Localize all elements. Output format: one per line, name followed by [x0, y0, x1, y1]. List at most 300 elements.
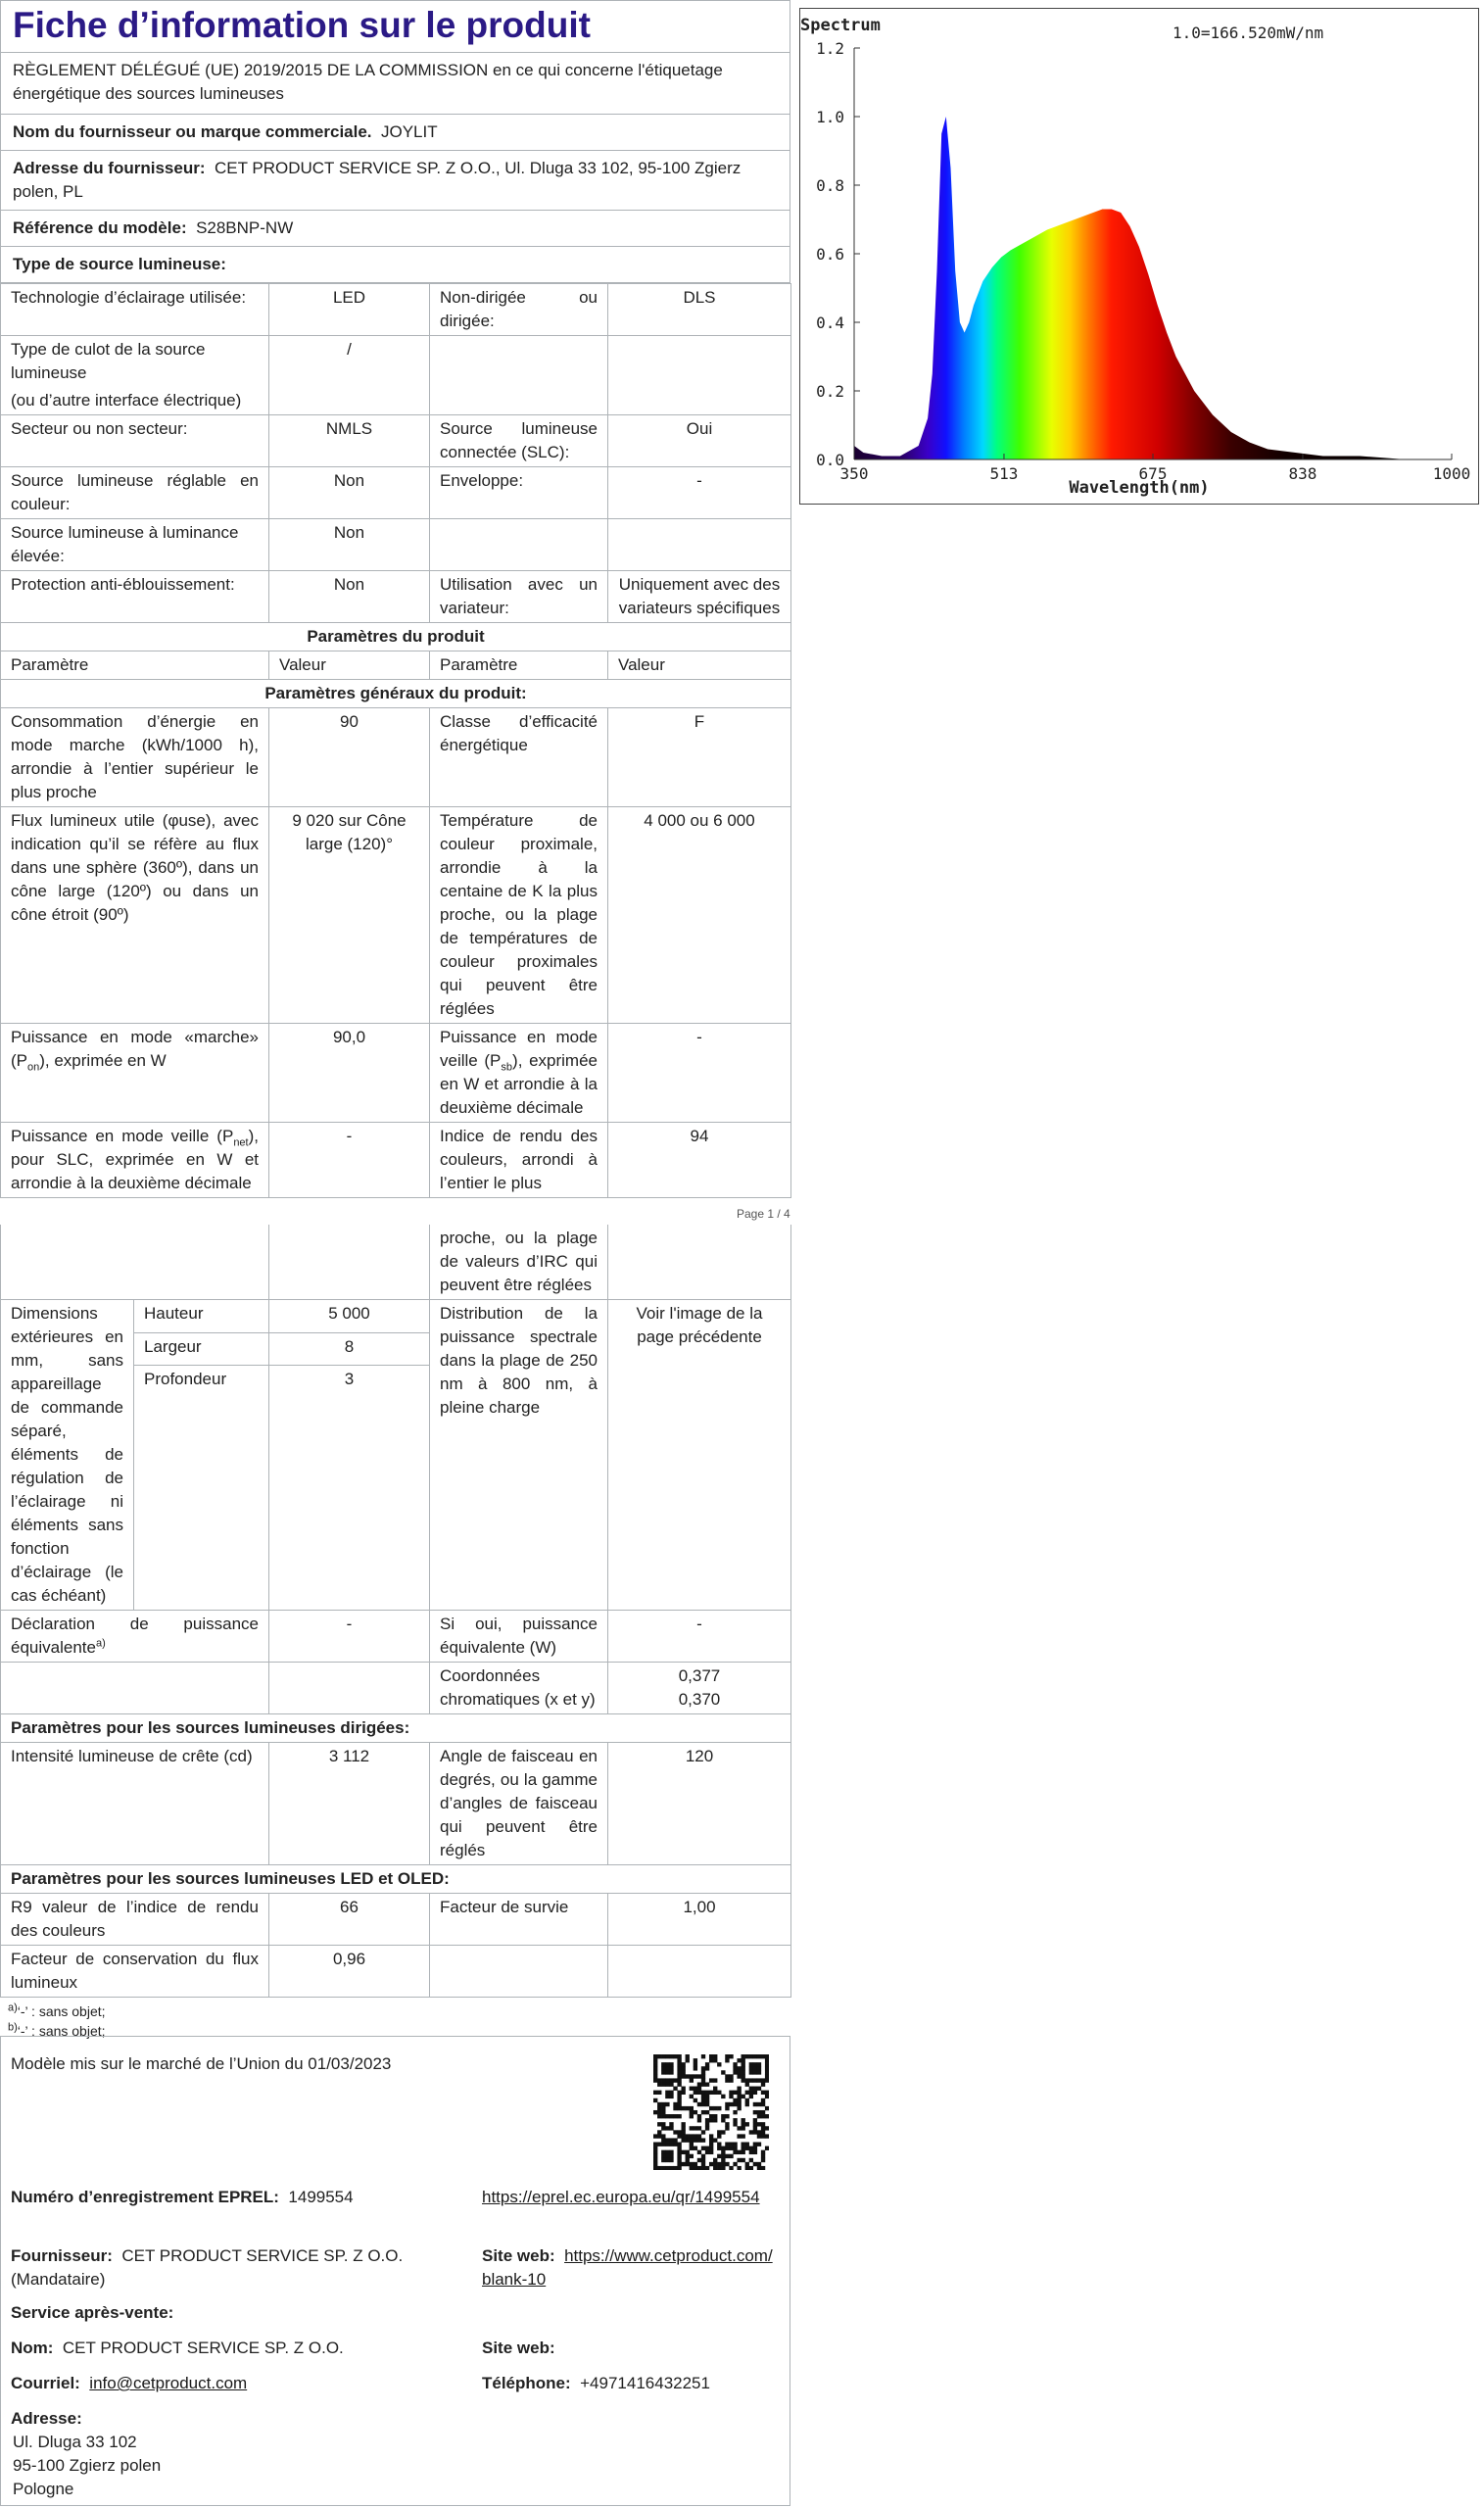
- height-label: Hauteur: [134, 1300, 269, 1333]
- qr-module: [717, 2134, 721, 2138]
- qr-module: [713, 2162, 717, 2166]
- qr-module: [757, 2054, 761, 2058]
- qr-module: [753, 2146, 757, 2150]
- eprel-link[interactable]: https://eprel.ec.europa.eu/qr/1499554: [482, 2188, 760, 2206]
- qr-module: [733, 2102, 737, 2106]
- qr-module: [749, 2070, 753, 2074]
- table-row: [1, 336, 791, 415]
- qr-module: [665, 2126, 669, 2130]
- cell-label: [1, 336, 269, 415]
- cell-label: Secteur ou non secteur:: [1, 415, 269, 467]
- qr-module: [694, 2166, 697, 2170]
- qr-module: [677, 2054, 681, 2058]
- qr-module: [757, 2134, 761, 2138]
- cell-label: [430, 519, 608, 571]
- qr-module: [757, 2162, 761, 2166]
- qr-module: [701, 2066, 705, 2070]
- params-title: Paramètres du produit: [1, 623, 791, 651]
- qr-module: [761, 2158, 765, 2162]
- footer-supplier-row: [11, 2244, 471, 2291]
- chart-scale-note: 1.0=166.520mW/nm: [1173, 24, 1324, 42]
- qr-module: [729, 2078, 733, 2082]
- address-line: 95-100 Zgierz polen: [13, 2456, 162, 2475]
- qr-module: [765, 2078, 769, 2082]
- qr-module: [753, 2118, 757, 2122]
- qr-module: [765, 2134, 769, 2138]
- supplier-label: Nom du fournisseur ou marque commerciale.: [13, 122, 372, 141]
- qr-module: [681, 2130, 685, 2134]
- qr-module: [737, 2091, 741, 2095]
- qr-module: [725, 2122, 729, 2126]
- table-row: [1, 1743, 791, 1865]
- qr-module: [742, 2118, 745, 2122]
- power-on-label-end: ), exprimée en W: [39, 1051, 167, 1070]
- market-text: Modèle mis sur le marché de l’Union du 01/03/2023: [11, 2054, 392, 2073]
- qr-module: [765, 2106, 769, 2110]
- model-label: Référence du modèle:: [13, 218, 187, 237]
- cell-label: Technologie d’éclairage utilisée:: [1, 284, 269, 336]
- qr-module: [765, 2066, 769, 2070]
- qr-module: [677, 2130, 681, 2134]
- qr-module: [669, 2150, 673, 2154]
- qr-module: [737, 2074, 741, 2078]
- y-tick-label: 0.2: [816, 382, 844, 401]
- qr-module: [697, 2150, 701, 2154]
- supplier-row: [0, 115, 790, 151]
- qr-module: [701, 2130, 705, 2134]
- qr-module: [690, 2110, 694, 2114]
- cap-type-sublabel: (ou d’autre interface électrique): [11, 391, 242, 410]
- qr-module: [717, 2162, 721, 2166]
- cell-value: 90,0: [269, 1024, 430, 1123]
- qr-module: [749, 2146, 753, 2150]
- qr-module: [677, 2158, 681, 2162]
- qr-module: [681, 2087, 685, 2091]
- qr-module: [721, 2070, 725, 2074]
- qr-module: [757, 2166, 761, 2170]
- qr-module: [713, 2166, 717, 2170]
- qr-module: [661, 2106, 665, 2110]
- qr-module: [686, 2158, 690, 2162]
- y-tick-label: 1.0: [816, 108, 844, 126]
- footer-address-label: Adresse:: [11, 2409, 82, 2428]
- address-row: [0, 151, 790, 211]
- cell-label: Indice de rendu des couleurs, arrondi à l’entier le plus: [430, 1123, 608, 1198]
- qr-module: [665, 2150, 669, 2154]
- qr-module: [729, 2102, 733, 2106]
- plot-area: [816, 39, 1470, 483]
- footnote-text: ‘-’ : sans objet;: [17, 2023, 106, 2039]
- qr-module: [709, 2091, 713, 2095]
- qr-module: [721, 2130, 725, 2134]
- qr-module: [686, 2150, 690, 2154]
- qr-module: [713, 2054, 717, 2058]
- cell-value: Non: [269, 467, 430, 519]
- qr-module: [725, 2162, 729, 2166]
- qr-module: [690, 2087, 694, 2091]
- qr-module: [669, 2158, 673, 2162]
- qr-module: [653, 2070, 657, 2074]
- qr-module: [749, 2054, 753, 2058]
- qr-module: [661, 2166, 665, 2170]
- cell-value: 4 000 ou 6 000: [608, 807, 791, 1024]
- qr-module: [742, 2150, 745, 2154]
- qr-module: [733, 2066, 737, 2070]
- table-row: [1, 708, 791, 807]
- qr-module: [765, 2126, 769, 2130]
- qr-module: [677, 2166, 681, 2170]
- qr-module: [725, 2054, 729, 2058]
- qr-module: [694, 2087, 697, 2091]
- qr-module: [677, 2162, 681, 2166]
- header-parametre: Paramètre: [1, 651, 269, 680]
- mail-label: Courriel:: [11, 2374, 80, 2392]
- qr-module: [661, 2070, 665, 2074]
- qr-module: [677, 2102, 681, 2106]
- x-tick-label: 1000: [1432, 464, 1471, 483]
- site-row: [482, 2244, 776, 2291]
- section-header-row: [1, 1865, 791, 1894]
- qr-module: [669, 2143, 673, 2146]
- qr-module: [694, 2066, 697, 2070]
- qr-module: [713, 2114, 717, 2118]
- qr-module: [713, 2118, 717, 2122]
- qr-module: [761, 2150, 765, 2154]
- qr-module: [681, 2066, 685, 2070]
- width-value: 8: [269, 1332, 430, 1366]
- qr-module: [681, 2162, 685, 2166]
- qr-module: [669, 2066, 673, 2070]
- qr-module: [657, 2114, 661, 2118]
- qr-module: [697, 2074, 701, 2078]
- qr-module: [701, 2082, 705, 2086]
- net-standby-label: Puissance en mode veille (P: [11, 1127, 234, 1145]
- qr-module: [761, 2166, 765, 2170]
- qr-module: [690, 2078, 694, 2082]
- qr-module: [757, 2110, 761, 2114]
- qr-module: [661, 2082, 665, 2086]
- mail-link[interactable]: info@cetproduct.com: [89, 2374, 248, 2392]
- qr-module: [757, 2102, 761, 2106]
- qr-module: [737, 2166, 741, 2170]
- qr-module: [681, 2091, 685, 2095]
- qr-module: [701, 2154, 705, 2158]
- qr-module: [677, 2150, 681, 2154]
- footnote-mark: a): [8, 2002, 18, 2014]
- qr-module: [713, 2138, 717, 2142]
- qr-module: [690, 2106, 694, 2110]
- qr-module: [653, 2150, 657, 2154]
- dimensions-label: Dimensions extérieures en mm, sans appareillage de commande séparé, éléments de régulation de l’éclairage ni éléments sans fonction d’éclairage (le cas échéant): [1, 1300, 134, 1611]
- cell-label: proche, ou la plage de valeurs d’IRC qui peuvent être réglées: [430, 1225, 608, 1300]
- qr-module: [694, 2058, 697, 2062]
- qr-module: [697, 2091, 701, 2095]
- qr-module: [665, 2143, 669, 2146]
- qr-module: [705, 2091, 709, 2095]
- qr-module: [725, 2102, 729, 2106]
- qr-module: [653, 2143, 657, 2146]
- qr-module: [694, 2162, 697, 2166]
- qr-module: [690, 2154, 694, 2158]
- qr-module: [753, 2122, 757, 2126]
- qr-module: [697, 2134, 701, 2138]
- qr-module: [749, 2166, 753, 2170]
- qr-module: [677, 2074, 681, 2078]
- qr-module: [665, 2154, 669, 2158]
- qr-module: [709, 2150, 713, 2154]
- qr-module: [705, 2126, 709, 2130]
- qr-module: [697, 2166, 701, 2170]
- qr-module: [661, 2054, 665, 2058]
- qr-module: [733, 2122, 737, 2126]
- table-row: [1, 1024, 791, 1123]
- product-sheet-continued: [0, 1225, 790, 2041]
- qr-module: [721, 2162, 725, 2166]
- qr-module: [757, 2087, 761, 2091]
- equiv-label: [1, 1611, 269, 1663]
- qr-module: [677, 2058, 681, 2062]
- qr-module: [673, 2166, 677, 2170]
- qr-module: [653, 2098, 657, 2102]
- qr-module: [745, 2091, 749, 2095]
- qr-module: [753, 2087, 757, 2091]
- cell-label: Source lumineuse réglable en couleur:: [1, 467, 269, 519]
- qr-module: [753, 2078, 757, 2082]
- qr-module: [729, 2143, 733, 2146]
- cell-label: Classe d’efficacité énergétique: [430, 708, 608, 807]
- qr-module: [713, 2106, 717, 2110]
- qr-module: [753, 2162, 757, 2166]
- qr-module: [657, 2166, 661, 2170]
- qr-module: [677, 2134, 681, 2138]
- qr-module: [745, 2082, 749, 2086]
- qr-module: [690, 2143, 694, 2146]
- cell-label: Source lumineuse à luminance élevée:: [1, 519, 269, 571]
- qr-module: [653, 2158, 657, 2162]
- cell-value: Non: [269, 519, 430, 571]
- cell-label: R9 valeur de l’indice de rendu des couleurs: [1, 1894, 269, 1946]
- x-tick-label: 350: [839, 464, 869, 483]
- qr-module: [661, 2134, 665, 2138]
- qr-module: [725, 2058, 729, 2062]
- footer-supplier-value: CET PRODUCT SERVICE SP. Z O.O. (Mandataire): [11, 2246, 404, 2289]
- table-row: [1, 519, 791, 571]
- qr-module: [681, 2126, 685, 2130]
- qr-module: [717, 2166, 721, 2170]
- qr-module: [745, 2146, 749, 2150]
- x-tick-label: 838: [1288, 464, 1317, 483]
- qr-module: [742, 2126, 745, 2130]
- qr-module: [673, 2138, 677, 2142]
- cell-value: 120: [608, 1743, 791, 1865]
- qr-module: [657, 2054, 661, 2058]
- qr-module: [669, 2082, 673, 2086]
- qr-module: [701, 2091, 705, 2095]
- qr-module: [742, 2074, 745, 2078]
- qr-module: [653, 2062, 657, 2066]
- qr-module: [725, 2154, 729, 2158]
- footnote-a: [8, 2002, 790, 2021]
- qr-module: [677, 2146, 681, 2150]
- qr-module: [761, 2091, 765, 2095]
- qr-module: [753, 2070, 757, 2074]
- qr-module: [749, 2062, 753, 2066]
- qr-module: [745, 2102, 749, 2106]
- qr-module: [669, 2054, 673, 2058]
- qr-module: [761, 2114, 765, 2118]
- qr-module: [694, 2074, 697, 2078]
- qr-module: [729, 2146, 733, 2150]
- qr-module: [705, 2150, 709, 2154]
- qr-module: [661, 2066, 665, 2070]
- qr-module: [665, 2054, 669, 2058]
- model-value: S28BNP-NW: [196, 218, 294, 237]
- qr-module: [694, 2110, 697, 2114]
- name-label: Nom:: [11, 2339, 54, 2357]
- qr-module: [661, 2122, 665, 2126]
- cell-label: Source lumineuse connectée (SLC):: [430, 415, 608, 467]
- supplier-value: JOYLIT: [380, 122, 438, 141]
- qr-module: [661, 2158, 665, 2162]
- qr-module: [709, 2114, 713, 2118]
- qr-module: [721, 2095, 725, 2098]
- qr-module: [761, 2098, 765, 2102]
- qr-module: [742, 2122, 745, 2126]
- qr-module: [686, 2154, 690, 2158]
- cell-empty: [269, 1663, 430, 1714]
- page-title: Fiche d’information sur le produit: [0, 0, 790, 52]
- phone-label: Téléphone:: [482, 2374, 571, 2392]
- qr-module: [657, 2102, 661, 2106]
- qr-module: [757, 2062, 761, 2066]
- qr-module: [697, 2158, 701, 2162]
- qr-module: [729, 2166, 733, 2170]
- qr-module: [669, 2126, 673, 2130]
- footer-info: [0, 2036, 790, 2506]
- qr-module: [701, 2110, 705, 2114]
- page-number: Page 1 / 4: [737, 1207, 790, 1221]
- qr-module: [753, 2126, 757, 2130]
- qr-module: [705, 2118, 709, 2122]
- qr-module: [697, 2087, 701, 2091]
- qr-module: [729, 2054, 733, 2058]
- qr-module: [733, 2098, 737, 2102]
- address-line: Pologne: [13, 2480, 74, 2498]
- depth-value: 3: [269, 1366, 430, 1611]
- spectral-value: Voir l'image de la page précédente: [608, 1300, 791, 1611]
- standby-label-end: ), exprimée en W et arrondie à la deuxième décimale: [440, 1051, 598, 1117]
- qr-module: [742, 2058, 745, 2062]
- source-type-label: Type de source lumineuse:: [0, 247, 790, 283]
- net-standby-sub: net: [233, 1136, 249, 1149]
- qr-module: [665, 2062, 669, 2066]
- qr-module: [753, 2150, 757, 2154]
- qr-module: [757, 2130, 761, 2134]
- qr-module: [742, 2095, 745, 2098]
- footnote-mark: b): [8, 2021, 18, 2034]
- qr-module: [653, 2166, 657, 2170]
- qr-module: [745, 2122, 749, 2126]
- qr-module: [737, 2058, 741, 2062]
- table-row: [1, 1663, 791, 1714]
- cell-value: Non: [269, 571, 430, 623]
- chroma-values: [608, 1663, 791, 1714]
- footnote-text: ‘-’ : sans objet;: [17, 2003, 106, 2019]
- cell-empty: [1, 1663, 269, 1714]
- qr-module: [653, 2078, 657, 2082]
- qr-module: [737, 2095, 741, 2098]
- qr-module: [737, 2150, 741, 2154]
- qr-module: [733, 2162, 737, 2166]
- cell-label: Utilisation avec un variateur:: [430, 571, 608, 623]
- address-line: Ul. Dluga 33 102: [13, 2433, 137, 2451]
- site-link[interactable]: https://www.cetproduct.com/blank-10: [482, 2246, 773, 2289]
- name-row: [11, 2337, 344, 2360]
- table-row: [1, 1123, 791, 1198]
- qr-module: [673, 2078, 677, 2082]
- qr-module: [677, 2066, 681, 2070]
- qr-module: [677, 2070, 681, 2074]
- qr-module: [745, 2098, 749, 2102]
- header-valeur: Valeur: [269, 651, 430, 680]
- qr-module: [761, 2126, 765, 2130]
- qr-module: [757, 2066, 761, 2070]
- section-header-row: [1, 680, 791, 708]
- qr-module: [686, 2074, 690, 2078]
- directed-title: Paramètres pour les sources lumineuses dirigées:: [1, 1714, 791, 1743]
- qr-module: [653, 2058, 657, 2062]
- qr-module: [701, 2138, 705, 2142]
- net-standby-label-end: ), pour SLC, exprimée en W et arrondie à la deuxième décimale: [11, 1127, 259, 1192]
- qr-module: [677, 2114, 681, 2118]
- qr-module: [701, 2098, 705, 2102]
- chart-title: Spectrum: [800, 16, 881, 35]
- qr-module: [669, 2070, 673, 2074]
- cell-label: [430, 336, 608, 415]
- qr-module: [657, 2134, 661, 2138]
- qr-module: [701, 2158, 705, 2162]
- qr-module: [673, 2143, 677, 2146]
- qr-module: [721, 2118, 725, 2122]
- cell-value: DLS: [608, 284, 791, 336]
- cell-label: Enveloppe:: [430, 467, 608, 519]
- qr-module: [765, 2062, 769, 2066]
- qr-module: [729, 2095, 733, 2098]
- qr-module: [753, 2102, 757, 2106]
- standby-sub: sb: [501, 1061, 513, 1074]
- footnotes: [8, 2002, 790, 2041]
- qr-module: [690, 2166, 694, 2170]
- spectrum-svg: [800, 9, 1478, 504]
- qr-module: [709, 2078, 713, 2082]
- qr-module: [765, 2070, 769, 2074]
- qr-module: [690, 2138, 694, 2142]
- qr-module: [729, 2154, 733, 2158]
- qr-module: [661, 2062, 665, 2066]
- qr-module: [677, 2143, 681, 2146]
- qr-module: [717, 2062, 721, 2066]
- qr-module: [717, 2154, 721, 2158]
- qr-module: [749, 2087, 753, 2091]
- qr-module: [742, 2078, 745, 2082]
- qr-module: [673, 2087, 677, 2091]
- phone-value: +4971416432251: [580, 2374, 710, 2392]
- qr-module: [681, 2122, 685, 2126]
- qr-module: [697, 2102, 701, 2106]
- width-label: Largeur: [134, 1332, 269, 1366]
- eprel-row: [11, 2186, 354, 2209]
- y-tick-label: 0.6: [816, 245, 844, 264]
